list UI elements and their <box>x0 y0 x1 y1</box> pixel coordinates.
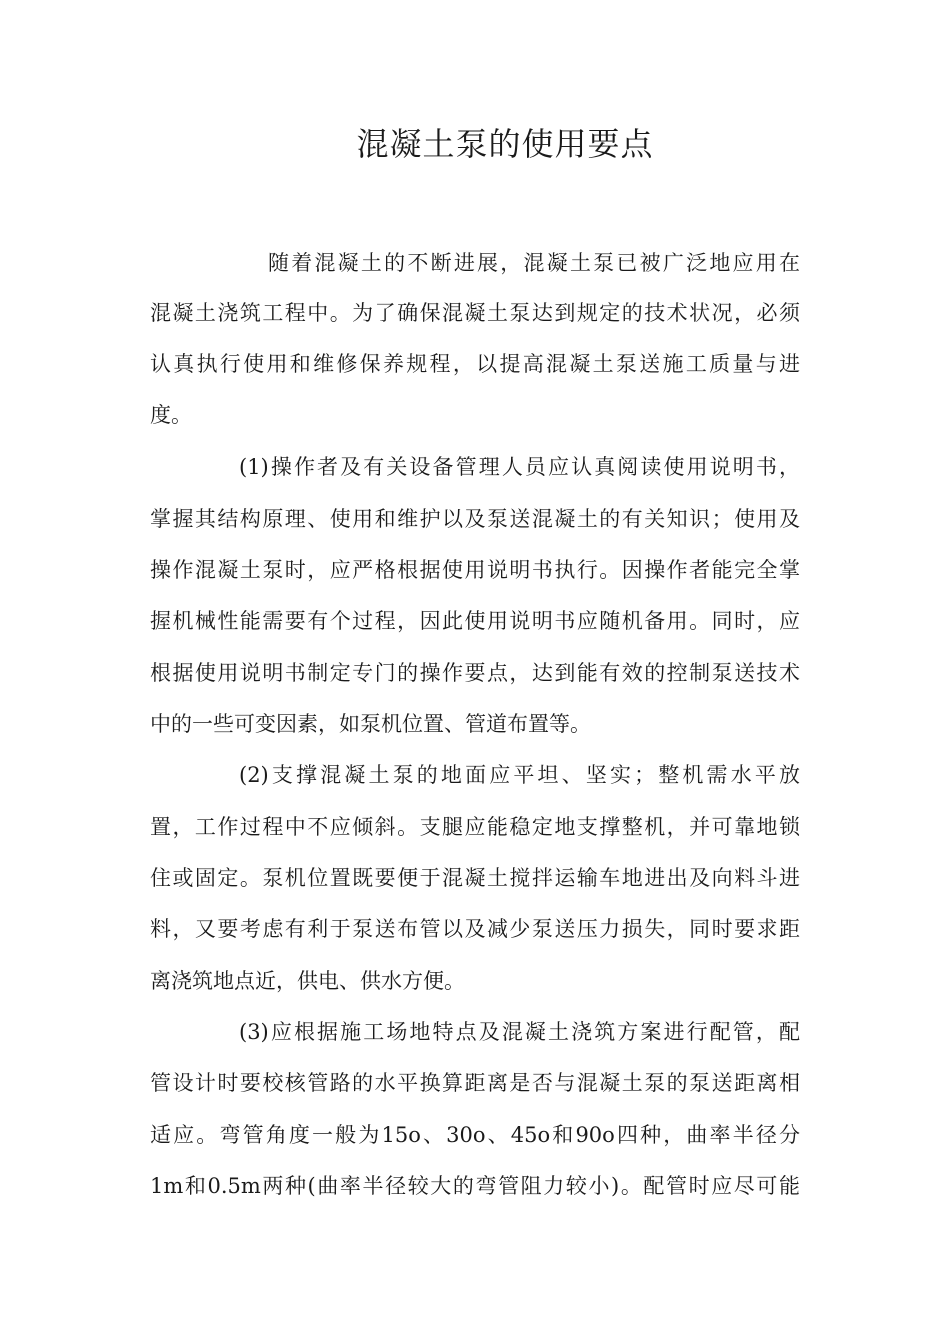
body-line: 混凝土浇筑工程中。为了确保混凝土泵达到规定的技术状况，必须 <box>150 301 800 325</box>
body-line: 离浇筑地点近，供电、供水方便。 <box>150 969 465 993</box>
body-line: 度。 <box>150 403 192 427</box>
body-line: 根据使用说明书制定专门的操作要点，达到能有效的控制泵送技术 <box>150 661 800 685</box>
body-line: 掌握其结构原理、使用和维护以及泵送混凝土的有关知识；使用及 <box>150 507 800 531</box>
body-line: (2)支撑混凝土泵的地面应平坦、坚实；整机需水平放 <box>239 763 800 787</box>
body-line: 1m和0.5m两种(曲率半径较大的弯管阻力较小)。配管时应尽可能 <box>150 1174 800 1198</box>
body-line: 认真执行使用和维修保养规程，以提高混凝土泵送施工质量与进 <box>150 352 800 376</box>
body-line: 料，又要考虑有利于泵送布管以及减少泵送压力损失，同时要求距 <box>150 917 800 941</box>
body-line: 握机械性能需要有个过程，因此使用说明书应随机备用。同时，应 <box>150 609 800 633</box>
body-line: 适应。弯管角度一般为15o、30o、45o和90o四种，曲率半径分 <box>150 1123 800 1147</box>
body-line: (1)操作者及有关设备管理人员应认真阅读使用说明书， <box>239 455 800 479</box>
body-line: 管设计时要校核管路的水平换算距离是否与混凝土泵的泵送距离相 <box>150 1071 800 1095</box>
body-line: 操作混凝土泵时，应严格根据使用说明书执行。因操作者能完全掌 <box>150 558 800 582</box>
body-line: 随着混凝土的不断进展，混凝土泵已被广泛地应用在 <box>268 251 800 275</box>
body-line: 置，工作过程中不应倾斜。支腿应能稳定地支撑整机，并可靠地锁 <box>150 815 800 839</box>
document-title: 混凝土泵的使用要点 <box>356 125 654 163</box>
body-line: 中的一些可变因素，如泵机位置、管道布置等。 <box>150 712 591 736</box>
body-line: 住或固定。泵机位置既要便于混凝土搅拌运输车地进出及向料斗进 <box>150 866 800 890</box>
body-line: (3)应根据施工场地特点及混凝土浇筑方案进行配管，配 <box>239 1020 800 1044</box>
